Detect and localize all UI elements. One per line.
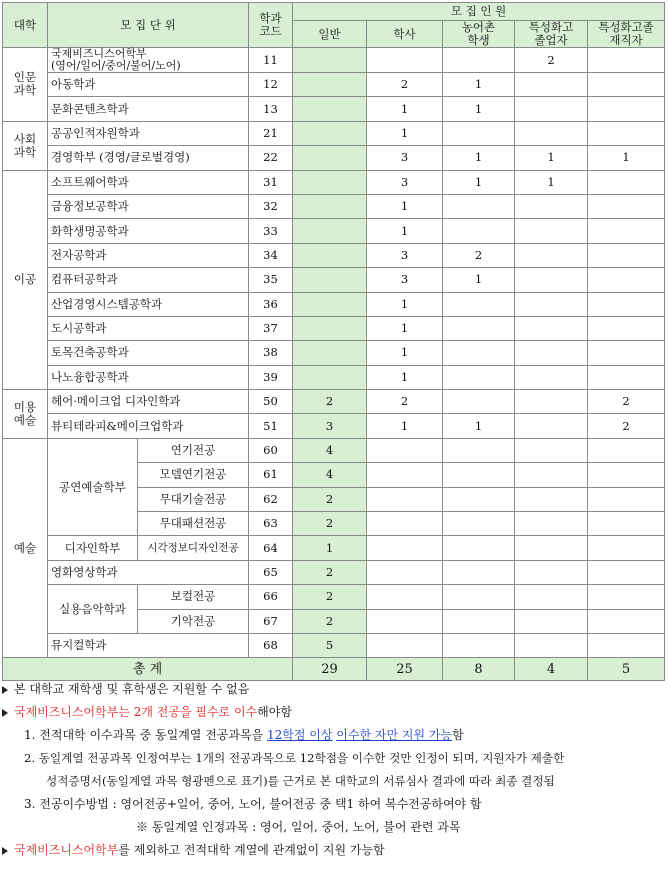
unit-cell: 공공인적자원학과	[48, 121, 249, 145]
general-cell: 2	[293, 487, 367, 511]
bachelor-cell: 3	[367, 146, 443, 170]
rural-cell	[443, 121, 515, 145]
vocational-grad-cell: 1	[515, 170, 588, 194]
vocational-worker-cell	[588, 585, 665, 609]
general-cell	[293, 219, 367, 243]
vocational-worker-cell	[588, 292, 665, 316]
total-vocational-worker: 5	[588, 658, 665, 681]
code-cell: 35	[249, 268, 293, 292]
code-cell: 21	[249, 121, 293, 145]
code-cell: 13	[249, 97, 293, 121]
vocational-worker-cell	[588, 438, 665, 462]
major-cell: 시각정보디자인전공	[138, 536, 249, 560]
bachelor-cell	[367, 487, 443, 511]
code-cell: 61	[249, 463, 293, 487]
general-cell: 4	[293, 438, 367, 462]
general-cell: 3	[293, 414, 367, 438]
note-8: 국제비즈니스어학부를 제외하고 전적대학 계열에 관계없이 지원 가능함	[2, 839, 666, 862]
bachelor-cell	[367, 560, 443, 584]
notes-section	[2, 678, 666, 862]
unit-cell: 문화콘텐츠학과	[48, 97, 249, 121]
bachelor-cell	[367, 438, 443, 462]
rural-cell	[443, 219, 515, 243]
code-cell: 32	[249, 194, 293, 218]
rural-cell	[443, 365, 515, 389]
table-row	[3, 121, 665, 145]
header-quota: 모 집 인 원	[293, 3, 665, 21]
code-cell: 64	[249, 536, 293, 560]
table-row	[3, 536, 665, 560]
unit-cell: 컴퓨터공학과	[48, 268, 249, 292]
college-cell: 인문 과학	[3, 48, 48, 122]
rural-cell	[443, 194, 515, 218]
general-cell	[293, 97, 367, 121]
general-cell	[293, 73, 367, 97]
bachelor-cell: 1	[367, 341, 443, 365]
rural-cell	[443, 633, 515, 657]
vocational-worker-cell	[588, 633, 665, 657]
triangle-bullet-icon	[2, 847, 8, 855]
vocational-worker-cell	[588, 536, 665, 560]
rural-cell	[443, 438, 515, 462]
college-cell: 사회 과학	[3, 121, 48, 170]
unit-cell: 나노융합공학과	[48, 365, 249, 389]
general-cell: 2	[293, 585, 367, 609]
bachelor-cell	[367, 536, 443, 560]
vocational-grad-cell	[515, 585, 588, 609]
total-label: 총 계	[3, 658, 293, 681]
code-cell: 22	[249, 146, 293, 170]
header-code: 학과 코드	[249, 3, 293, 48]
vocational-grad-cell	[515, 316, 588, 340]
header-unit: 모 집 단 위	[48, 3, 249, 48]
vocational-worker-cell	[588, 243, 665, 267]
unit-cell: 뷰티테라피&메이크업학과	[48, 414, 249, 438]
table-row	[3, 316, 665, 340]
code-cell: 11	[249, 48, 293, 73]
table-row	[3, 390, 665, 414]
unit-cell: 아동학과	[48, 73, 249, 97]
bachelor-cell: 2	[367, 73, 443, 97]
bachelor-cell: 1	[367, 219, 443, 243]
department-cell: 공연예술학부	[48, 438, 138, 536]
vocational-worker-cell	[588, 341, 665, 365]
rural-cell: 1	[443, 146, 515, 170]
college-cell: 예술	[3, 438, 48, 658]
vocational-worker-cell	[588, 268, 665, 292]
note-2: 국제비즈니스어학부는 2개 전공을 필수로 이수해야함	[2, 701, 666, 724]
note-4: 2. 동일계열 전공과목 인정여부는 1개의 전공과목으로 12학점을 이수한 것만 인정이 되며, 지원자가 제출한	[24, 751, 565, 765]
vocational-grad-cell	[515, 292, 588, 316]
vocational-grad-cell: 1	[515, 146, 588, 170]
unit-cell: 토목건축공학과	[48, 341, 249, 365]
major-cell: 무대기술전공	[138, 487, 249, 511]
vocational-worker-cell: 2	[588, 390, 665, 414]
table-row	[3, 243, 665, 267]
vocational-grad-cell	[515, 633, 588, 657]
bachelor-cell: 1	[367, 97, 443, 121]
vocational-worker-cell	[588, 194, 665, 218]
bachelor-cell	[367, 633, 443, 657]
department-cell: 실용음악학과	[48, 585, 138, 634]
general-cell: 4	[293, 463, 367, 487]
note-3: 1. 전적대학 이수과목 중 동일계열 전공과목을 12학점 이상 이수한 자만 지원 가능함	[24, 728, 464, 742]
header-col-4: 특성화고졸 재직자	[588, 21, 665, 48]
unit-cell: 뮤지컬학과	[48, 633, 249, 657]
triangle-bullet-icon	[2, 709, 8, 717]
vocational-worker-cell	[588, 487, 665, 511]
major-cell: 보컬전공	[138, 585, 249, 609]
vocational-grad-cell	[515, 390, 588, 414]
vocational-worker-cell	[588, 560, 665, 584]
general-cell: 5	[293, 633, 367, 657]
general-cell: 2	[293, 609, 367, 633]
vocational-worker-cell	[588, 219, 665, 243]
header-col-1: 학사	[367, 21, 443, 48]
table-row	[3, 48, 665, 73]
department-cell: 디자인학부	[48, 536, 138, 560]
table-row	[3, 73, 665, 97]
rural-cell	[443, 560, 515, 584]
vocational-worker-cell	[588, 73, 665, 97]
table-row	[3, 585, 665, 609]
header-col-0: 일반	[293, 21, 367, 48]
general-cell: 2	[293, 390, 367, 414]
unit-cell: 도시공학과	[48, 316, 249, 340]
general-cell	[293, 194, 367, 218]
rural-cell	[443, 512, 515, 536]
code-cell: 37	[249, 316, 293, 340]
vocational-grad-cell	[515, 341, 588, 365]
code-cell: 50	[249, 390, 293, 414]
total-general: 29	[293, 658, 367, 681]
vocational-worker-cell: 1	[588, 146, 665, 170]
total-vocational-grad: 4	[515, 658, 588, 681]
rural-cell	[443, 292, 515, 316]
code-cell: 34	[249, 243, 293, 267]
bachelor-cell: 1	[367, 194, 443, 218]
code-cell: 51	[249, 414, 293, 438]
vocational-grad-cell	[515, 609, 588, 633]
vocational-grad-cell	[515, 73, 588, 97]
general-cell	[293, 341, 367, 365]
general-cell	[293, 170, 367, 194]
unit-cell: 전자공학과	[48, 243, 249, 267]
rural-cell	[443, 609, 515, 633]
table-row	[3, 292, 665, 316]
bachelor-cell	[367, 48, 443, 73]
general-cell	[293, 268, 367, 292]
note-1: 본 대학교 재학생 및 휴학생은 지원할 수 없음	[2, 678, 666, 701]
unit-cell: 헤어·메이크업 디자인학과	[48, 390, 249, 414]
total-rural: 8	[443, 658, 515, 681]
rural-cell: 2	[443, 243, 515, 267]
rural-cell	[443, 536, 515, 560]
rural-cell	[443, 316, 515, 340]
major-cell: 연기전공	[138, 438, 249, 462]
unit-cell: 금융정보공학과	[48, 194, 249, 218]
vocational-grad-cell	[515, 487, 588, 511]
vocational-grad-cell	[515, 512, 588, 536]
vocational-grad-cell	[515, 243, 588, 267]
note-6: 3. 전공이수방법 : 영어전공+일어, 중어, 노어, 불어전공 중 택1 하여 복수전공하여야 함	[24, 797, 482, 811]
bachelor-cell: 1	[367, 316, 443, 340]
table-row	[3, 97, 665, 121]
major-cell: 무대패션전공	[138, 512, 249, 536]
general-cell	[293, 365, 367, 389]
general-cell	[293, 146, 367, 170]
general-cell: 2	[293, 560, 367, 584]
code-cell: 36	[249, 292, 293, 316]
rural-cell: 1	[443, 170, 515, 194]
college-cell: 이공	[3, 170, 48, 390]
vocational-worker-cell	[588, 316, 665, 340]
general-cell: 1	[293, 536, 367, 560]
table-row	[3, 560, 665, 584]
unit-cell: 소프트웨어학과	[48, 170, 249, 194]
code-cell: 65	[249, 560, 293, 584]
vocational-grad-cell	[515, 268, 588, 292]
code-cell: 67	[249, 609, 293, 633]
rural-cell: 1	[443, 97, 515, 121]
vocational-grad-cell	[515, 463, 588, 487]
general-cell	[293, 316, 367, 340]
unit-cell: 경영학부 (경영/글로벌경영)	[48, 146, 249, 170]
bachelor-cell	[367, 512, 443, 536]
general-cell	[293, 243, 367, 267]
unit-cell: 산업경영시스템공학과	[48, 292, 249, 316]
code-cell: 33	[249, 219, 293, 243]
header-col-2: 농어촌 학생	[443, 21, 515, 48]
rural-cell	[443, 463, 515, 487]
rural-cell: 1	[443, 414, 515, 438]
vocational-grad-cell	[515, 194, 588, 218]
header-col-3: 특성화고 졸업자	[515, 21, 588, 48]
total-bachelor: 25	[367, 658, 443, 681]
code-cell: 62	[249, 487, 293, 511]
bachelor-cell	[367, 463, 443, 487]
bachelor-cell: 1	[367, 365, 443, 389]
vocational-grad-cell	[515, 365, 588, 389]
vocational-worker-cell	[588, 609, 665, 633]
unit-cell: 국제비즈니스어학부 (영어/일어/중어/불어/노어)	[48, 48, 249, 73]
admission-quota-table	[2, 2, 665, 681]
general-cell	[293, 292, 367, 316]
bachelor-cell	[367, 585, 443, 609]
general-cell	[293, 48, 367, 73]
rural-cell	[443, 48, 515, 73]
bachelor-cell: 3	[367, 170, 443, 194]
bachelor-cell	[367, 609, 443, 633]
vocational-worker-cell	[588, 463, 665, 487]
rural-cell	[443, 585, 515, 609]
general-cell: 2	[293, 512, 367, 536]
vocational-worker-cell: 2	[588, 414, 665, 438]
bachelor-cell: 3	[367, 243, 443, 267]
triangle-bullet-icon	[2, 686, 8, 694]
code-cell: 31	[249, 170, 293, 194]
code-cell: 38	[249, 341, 293, 365]
code-cell: 63	[249, 512, 293, 536]
rural-cell	[443, 390, 515, 414]
bachelor-cell: 1	[367, 292, 443, 316]
note-7: ※ 동일계열 인정과목 : 영어, 일어, 중어, 노어, 불어 관련 과목	[136, 820, 461, 834]
code-cell: 66	[249, 585, 293, 609]
major-cell: 기악전공	[138, 609, 249, 633]
vocational-grad-cell	[515, 97, 588, 121]
vocational-grad-cell: 2	[515, 48, 588, 73]
vocational-grad-cell	[515, 219, 588, 243]
table-row	[3, 219, 665, 243]
code-cell: 60	[249, 438, 293, 462]
vocational-worker-cell	[588, 365, 665, 389]
header-college: 대학	[3, 3, 48, 48]
vocational-grad-cell	[515, 438, 588, 462]
vocational-worker-cell	[588, 512, 665, 536]
table-row	[3, 170, 665, 194]
general-cell	[293, 121, 367, 145]
rural-cell	[443, 487, 515, 511]
college-cell: 미용 예술	[3, 390, 48, 439]
table-row	[3, 194, 665, 218]
major-cell: 모델연기전공	[138, 463, 249, 487]
code-cell: 12	[249, 73, 293, 97]
rural-cell: 1	[443, 73, 515, 97]
vocational-worker-cell	[588, 97, 665, 121]
table-row	[3, 414, 665, 438]
table-row	[3, 438, 665, 462]
vocational-worker-cell	[588, 121, 665, 145]
table-row	[3, 268, 665, 292]
code-cell: 68	[249, 633, 293, 657]
table-row	[3, 365, 665, 389]
table-row	[3, 633, 665, 657]
vocational-worker-cell	[588, 170, 665, 194]
bachelor-cell: 1	[367, 414, 443, 438]
note-5: 성적증명서(동일계열 과목 형광펜으로 표기)를 근거로 본 대학교의 서류심사 결과에 따라 최종 결정됨	[46, 774, 555, 788]
code-cell: 39	[249, 365, 293, 389]
table-row	[3, 341, 665, 365]
bachelor-cell: 2	[367, 390, 443, 414]
bachelor-cell: 1	[367, 121, 443, 145]
bachelor-cell: 3	[367, 268, 443, 292]
vocational-grad-cell	[515, 560, 588, 584]
vocational-grad-cell	[515, 414, 588, 438]
unit-cell: 영화영상학과	[48, 560, 249, 584]
rural-cell	[443, 341, 515, 365]
vocational-grad-cell	[515, 121, 588, 145]
rural-cell: 1	[443, 268, 515, 292]
vocational-grad-cell	[515, 536, 588, 560]
unit-cell: 화학생명공학과	[48, 219, 249, 243]
vocational-worker-cell	[588, 48, 665, 73]
table-row	[3, 146, 665, 170]
